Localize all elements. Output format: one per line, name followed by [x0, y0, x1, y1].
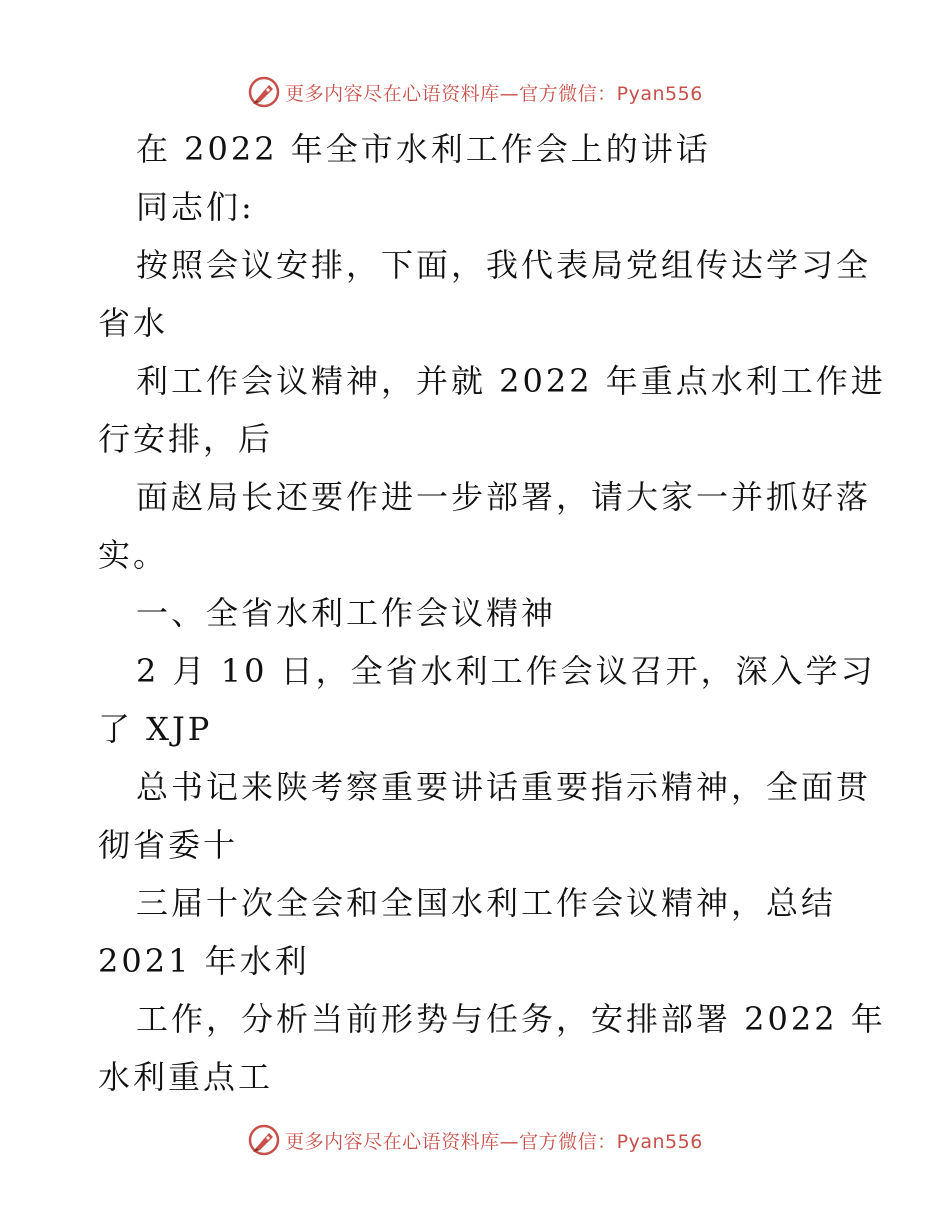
document-line: 工作，分析当前形势与任务，安排部署 2022 年 — [136, 1000, 886, 1038]
document-line: 行安排，后 — [98, 420, 274, 458]
document-line: 在 2022 年全市水利工作会上的讲话 — [136, 130, 711, 168]
document-line: 同志们: — [136, 188, 255, 226]
pen-logo-icon — [247, 75, 281, 109]
footer-banner-text: 更多内容尽在心语资料库—官方微信：Pyan556 — [285, 1130, 703, 1153]
pen-logo-icon — [247, 1123, 281, 1157]
document-line: 面赵局长还要作进一步部署，请大家一并抓好落 — [136, 478, 872, 516]
document-line: 实。 — [98, 536, 169, 574]
document-line: 水利重点工 — [98, 1058, 274, 1096]
document-line: 按照会议安排，下面，我代表局党组传达学习全 — [136, 246, 872, 284]
document-line: 2021 年水利 — [98, 942, 310, 980]
header-banner-text: 更多内容尽在心语资料库—官方微信：Pyan556 — [285, 82, 703, 105]
document-line: 2 月 10 日，全省水利工作会议召开，深入学习 — [136, 652, 876, 690]
document-body — [98, 120, 886, 1106]
document-line: 利工作会议精神，并就 2022 年重点水利工作进 — [136, 362, 886, 400]
document-line: 总书记来陕考察重要讲话重要指示精神，全面贯 — [136, 768, 872, 806]
document-line: 省水 — [98, 304, 169, 342]
document-line: 三届十次全会和全国水利工作会议精神，总结 — [136, 884, 837, 922]
document-line: 了 XJP — [98, 710, 213, 748]
footer-banner — [0, 1120, 950, 1160]
header-banner — [0, 72, 950, 112]
document-line: 彻省委十 — [98, 826, 239, 864]
document-line: 一、全省水利工作会议精神 — [136, 594, 557, 632]
